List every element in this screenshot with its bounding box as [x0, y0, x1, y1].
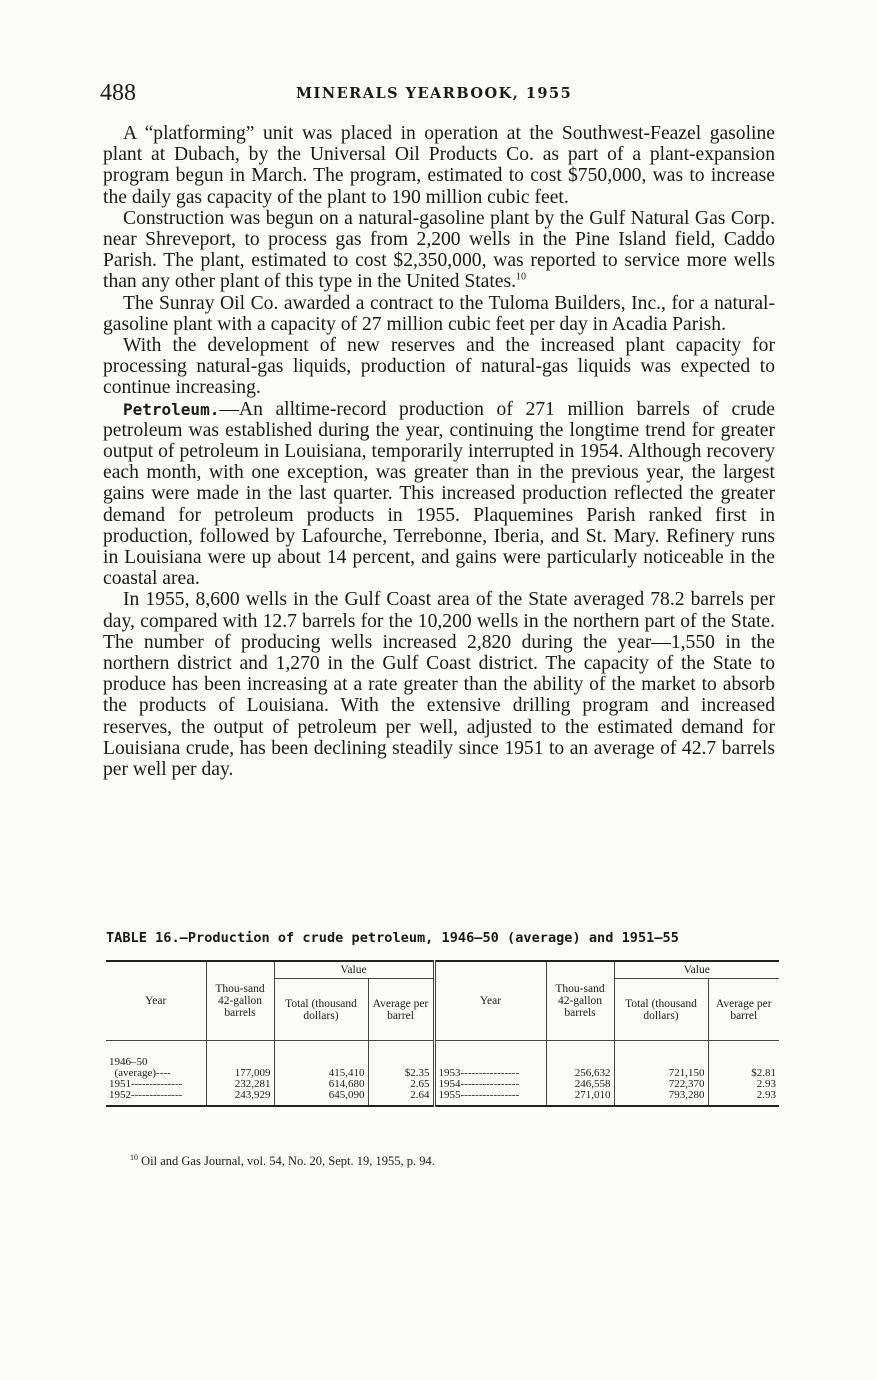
average-cell: 2.64	[368, 1090, 434, 1106]
barrels-cell: 243,929	[206, 1090, 274, 1106]
barrels-cell: 256,632	[546, 1041, 614, 1080]
paragraph-text: With the development of new reserves and the increased plant capacity for processing natural-gas liquids, production of natural-gas liquids was expected to continue increasing.	[103, 335, 775, 399]
paragraph-text: Construction was begun on a natural-gasoline plant by the Gulf Natural Gas Corp. near Shreveport, to process gas from 2,200 wells in the Pine Island field, Caddo Parish. The plant, estimated to cost $2,350,000, was reported to service more wells than any other plant of this type in the United States.	[103, 207, 775, 293]
footnote	[130, 1154, 435, 1169]
column-header: Year	[434, 961, 546, 1041]
year-cell: 1955----------------	[434, 1090, 546, 1106]
barrels-cell: 177,009	[206, 1041, 274, 1080]
total-cell: 722,370	[614, 1079, 708, 1090]
page-number: 488	[100, 80, 136, 106]
total-cell: 614,680	[274, 1079, 368, 1090]
total-cell: 415,410	[274, 1041, 368, 1080]
year-cell: 1954----------------	[434, 1079, 546, 1090]
barrels-cell: 246,558	[546, 1079, 614, 1090]
footnote-reference: 10	[516, 271, 527, 283]
paragraph	[103, 335, 775, 399]
paragraph-text: In 1955, 8,600 wells in the Gulf Coast area of the State averaged 78.2 barrels per day, compared with 12.7 barrels for the 10,200 wells in the northern part of the State. The number of producing wells increased 2,820 during the year—1,550 in the northern district and 1,270 in the Gulf Coast district. The capacity of the State to produce has been increasing at a rate greater than the ability of the market to absorb the products of Louisiana. With the extensive drilling program and increased reserves, the output of petroleum per well, adjusted to the estimated demand for Louisiana crude, has been declining steadily since 1951 to an average of 42.7 barrels per well per day.	[103, 589, 775, 781]
running-title: MINERALS YEARBOOK, 1955	[296, 85, 573, 102]
paragraph-text: A “platforming” unit was placed in operation at the Southwest-Feazel gasoline plant at Dubach, by the Universal Oil Products Co. as part of a plant-expansion program begun in March. The program, estimated to cost $750,000, was to increase the daily gas capacity of the plant to 190 million cubic feet.	[103, 123, 775, 208]
table-caption: TABLE 16.—Production of crude petroleum, 1946–50 (average) and 1951–55	[106, 930, 679, 946]
column-header: Total (thousand dollars)	[614, 979, 708, 1041]
year-cell: 1953----------------	[434, 1041, 546, 1080]
paragraph	[103, 399, 775, 590]
average-cell: 2.93	[708, 1079, 779, 1090]
section-lead-in: Petroleum.	[123, 399, 220, 419]
column-header: Average per barrel	[368, 979, 434, 1041]
column-header: Thou-sand 42-gallon barrels	[206, 961, 274, 1041]
footnote-number: 10	[130, 1152, 138, 1162]
total-cell: 793,280	[614, 1090, 708, 1106]
page-header	[100, 80, 780, 110]
paragraph-text: —An alltime-record production of 271 million barrels of crude petroleum was established during the year, continuing the longtime trend for greater output of petroleum in Louisiana, temporarily interrupted in 1954. Although recovery each month, with one exception, was greater than in the previous year, the largest gains were made in the last quarter. This increased production reflected the greater demand for petroleum products in 1955. Plaquemines Parish ranked first in production, followed by Lafourche, Terrebonne, Iberia, and St. Mary. Refinery runs in Louisiana were up about 14 percent, and gains were particularly noticeable in the coastal area.	[103, 398, 775, 590]
table-row	[106, 1090, 779, 1106]
paragraph	[103, 208, 775, 293]
column-header: Value	[614, 961, 779, 979]
average-cell: $2.81	[708, 1041, 779, 1080]
production-table	[106, 960, 779, 1107]
table-row	[106, 1041, 779, 1080]
average-cell: $2.35	[368, 1041, 434, 1080]
year-cell: 1952--------------	[106, 1090, 206, 1106]
total-cell: 721,150	[614, 1041, 708, 1080]
column-header: Thou-sand 42-gallon barrels	[546, 961, 614, 1041]
paragraph	[103, 123, 775, 208]
column-header: Total (thousand dollars)	[274, 979, 368, 1041]
footnote-text: Oil and Gas Journal, vol. 54, No. 20, Sept. 19, 1955, p. 94.	[141, 1154, 435, 1168]
column-header: Average per barrel	[708, 979, 779, 1041]
body-text	[103, 123, 775, 780]
barrels-cell: 232,281	[206, 1079, 274, 1090]
average-cell: 2.93	[708, 1090, 779, 1106]
column-header: Value	[274, 961, 434, 979]
year-cell: 1951--------------	[109, 1078, 183, 1090]
paragraph-text: The Sunray Oil Co. awarded a contract to the Tuloma Builders, Inc., for a natural-gasoline plant with a capacity of 27 million cubic feet per day in Acadia Parish.	[103, 292, 775, 335]
paragraph	[103, 293, 775, 335]
column-header: Year	[106, 961, 206, 1041]
average-cell: 2.65	[368, 1079, 434, 1090]
year-cell: 1946–50 (average)----	[109, 1056, 171, 1079]
barrels-cell: 271,010	[546, 1090, 614, 1106]
total-cell: 645,090	[274, 1090, 368, 1106]
paragraph	[103, 589, 775, 780]
